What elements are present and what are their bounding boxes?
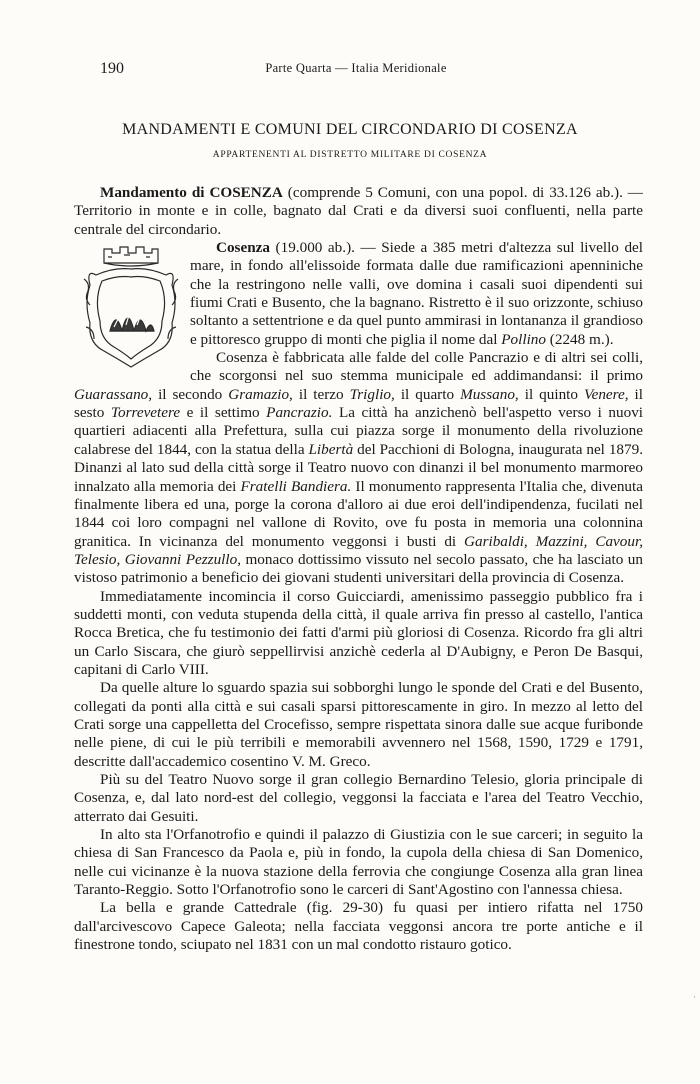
text-run: Immediatamente incomincia il corso Guicciardi, amenissimo passeggio pubblico fra i suddetti monti, con veduta stupenda della città, il quale arriva fin presso al castello, l'antica Rocca Bretica, che fu testimonio dei fatti d'armi più gloriosi di Cosenza. Ricordo fra gli altri un Carlo Siscara, che giurò seppellirvisi anzichè cederla al D'Aubigny, e Peron De Basqui, capitani di Carlo VIII.: [74, 587, 643, 678]
text-run: il quinto: [518, 385, 584, 403]
italic-term: Torrevetere: [110, 404, 181, 422]
page-number: 190: [100, 60, 124, 77]
italic-term: Mussano,: [460, 385, 519, 403]
text-run: (19.000 ab.). — Siede a 385 metri d'altezza sul livello del mare, in fondo all'elissoide formata dalle due ramificazioni apenniniche che la restringono nelle valli, ove domina i casali suoi dipendenti sui fiumi Crati e Busento, che la bagnano. Ristretto è il suo orizzonte, schiuso soltanto a settentrione e da quel punto ammirasi in lontananza il grandioso e pittoresco gruppo di monti che piglia il nome dal: [190, 239, 643, 348]
paragraph-p6: [74, 771, 643, 826]
text-run: il secondo: [152, 385, 229, 403]
running-title: Parte Quarta — Italia Meridionale: [265, 61, 447, 75]
paragraph-p8: [74, 899, 643, 954]
paragraph-p4: [74, 588, 643, 680]
text-run: monaco dottissimo vissuto nel secolo passato, che ha lasciato un vistoso patrimonio a beneficio dei giovani studenti universitari della provincia di Cosenza.: [74, 550, 643, 587]
paragraph-p5: [74, 679, 643, 771]
italic-term: Garibaldi, Mazzini, Cavour, Telesio, Giovanni Pezzullo,: [74, 532, 644, 568]
text-run: Da quelle alture lo sguardo spazia sui sobborghi lungo le sponde del Crati e del Busento, collegati da ponti alla città e sui casali sparsi pittorescamente in giro. In mezzo al letto del Crati sorge una cappelletta del Crocefisso, sempre rispettata sinora dalle sue acque furibonde nelle piene, di cui le più terribili e memorabili avvennero nel 1568, 1590, 1729 e 1791, descritte dall'accademico cosentino V. M. Greco.: [74, 679, 643, 770]
text-run: del Pacchioni di Bologna, inaugurata nel 1879. Dinanzi al lato sud della città sorge il Teatro nuovo con dinanzi il bel monumento marmoreo innalzato alla memoria dei: [74, 440, 643, 495]
text-run: In alto sta l'Orfanotrofio e quindi il palazzo di Giustizia con le sue carceri; in seguito la chiesa di San Francesco da Paola e, più in fondo, la cupola della chiesa di San Domenico, nelle cui vicinanze è la nuova stazione della ferrovia che congiunge Cosenza alla gran linea Taranto-Reggio. Sotto l'Orfanotrofio sono le carceri di Sant'Agostino con l'annessa chiesa.: [74, 826, 643, 899]
italic-term: Pollino: [501, 330, 546, 348]
body-text: [74, 184, 643, 954]
italic-term: Pancrazio.: [266, 404, 333, 422]
paragraph-p2: [74, 239, 643, 349]
text-run: (comprende 5 Comuni, con una popol. di 33.126 ab.). — Territorio in monte e in colle, bagnato dal Crati e da diversi suoi confluenti, nella parte centrale del circondario.: [74, 184, 643, 238]
italic-term: Venere,: [583, 385, 629, 403]
text-run: La città ha anzichenò bell'aspetto verso i nuovi quartieri adiacenti alla Prefettura, sulla cui piazza sorge il monumento della rivoluzione calabrese del 1844, con la statua della: [74, 404, 644, 458]
bold-term: Cosenza: [216, 239, 270, 257]
italic-term: Triglio,: [349, 385, 395, 403]
italic-term: Guarassano,: [74, 385, 153, 403]
paragraph-p1: [74, 184, 643, 239]
edge-mark: ·: [693, 992, 696, 1002]
bold-term: COSENZA: [209, 184, 283, 201]
text-run: La bella e grande Cattedrale (fig. 29-30) fu quasi per intiero rifatta nel 1750 dall'arcivescovo Capece Galeota; nella facciata veggonsi ancora tre porte antiche e il finestrone tondo, sciupato nel 1831 con un mal condotto ristauro gotico.: [74, 899, 643, 954]
section-subtitle: APPARTENENTI AL DISTRETTO MILITARE DI COSENZA: [212, 150, 488, 160]
text-run: (2248 m.).: [546, 330, 614, 348]
text-run: Più su del Teatro Nuovo sorge il gran collegio Bernardino Telesio, gloria principale di Cosenza, e, dal lato nord-est del collegio, veggonsi la facciata e l'area del Teatro Vecchio, atterrato dai Gesuiti.: [74, 771, 643, 825]
bold-term: Mandamento di: [100, 184, 210, 201]
text-run: il sesto: [74, 385, 643, 422]
running-head: [100, 60, 612, 82]
text-run: il quarto: [394, 385, 461, 403]
italic-term: Libertà: [308, 440, 354, 458]
text-run: Cosenza è fabbricata alle falde del colle Pancrazio e di altri sei colli, che scorgonsi nel suo stemma municipale ed addimandansi: il primo: [190, 349, 643, 385]
text-run: Il monumento rappresenta l'Italia che, divenuta finalmente libera ed una, porge la corona d'alloro ai due eroi dell'indipendenza, fucilati nel 1844 coi loro compagni nel vallone di Rovito, ove fu posta in memoria una colonnina granitica. In vicinanza del monumento veggonsi i busti di: [74, 477, 643, 550]
paragraph-p3: [74, 349, 643, 587]
coat-of-arms-icon: [74, 239, 184, 371]
section-title: MANDAMENTI E COMUNI DEL CIRCONDARIO DI COSENZA: [122, 121, 578, 138]
text-run: e il settimo: [180, 404, 267, 422]
text-run: il terzo: [292, 385, 350, 403]
italic-term: Gramazio,: [228, 385, 293, 403]
paragraph-p7: [74, 826, 643, 899]
italic-term: Fratelli Bandiera.: [240, 477, 352, 495]
